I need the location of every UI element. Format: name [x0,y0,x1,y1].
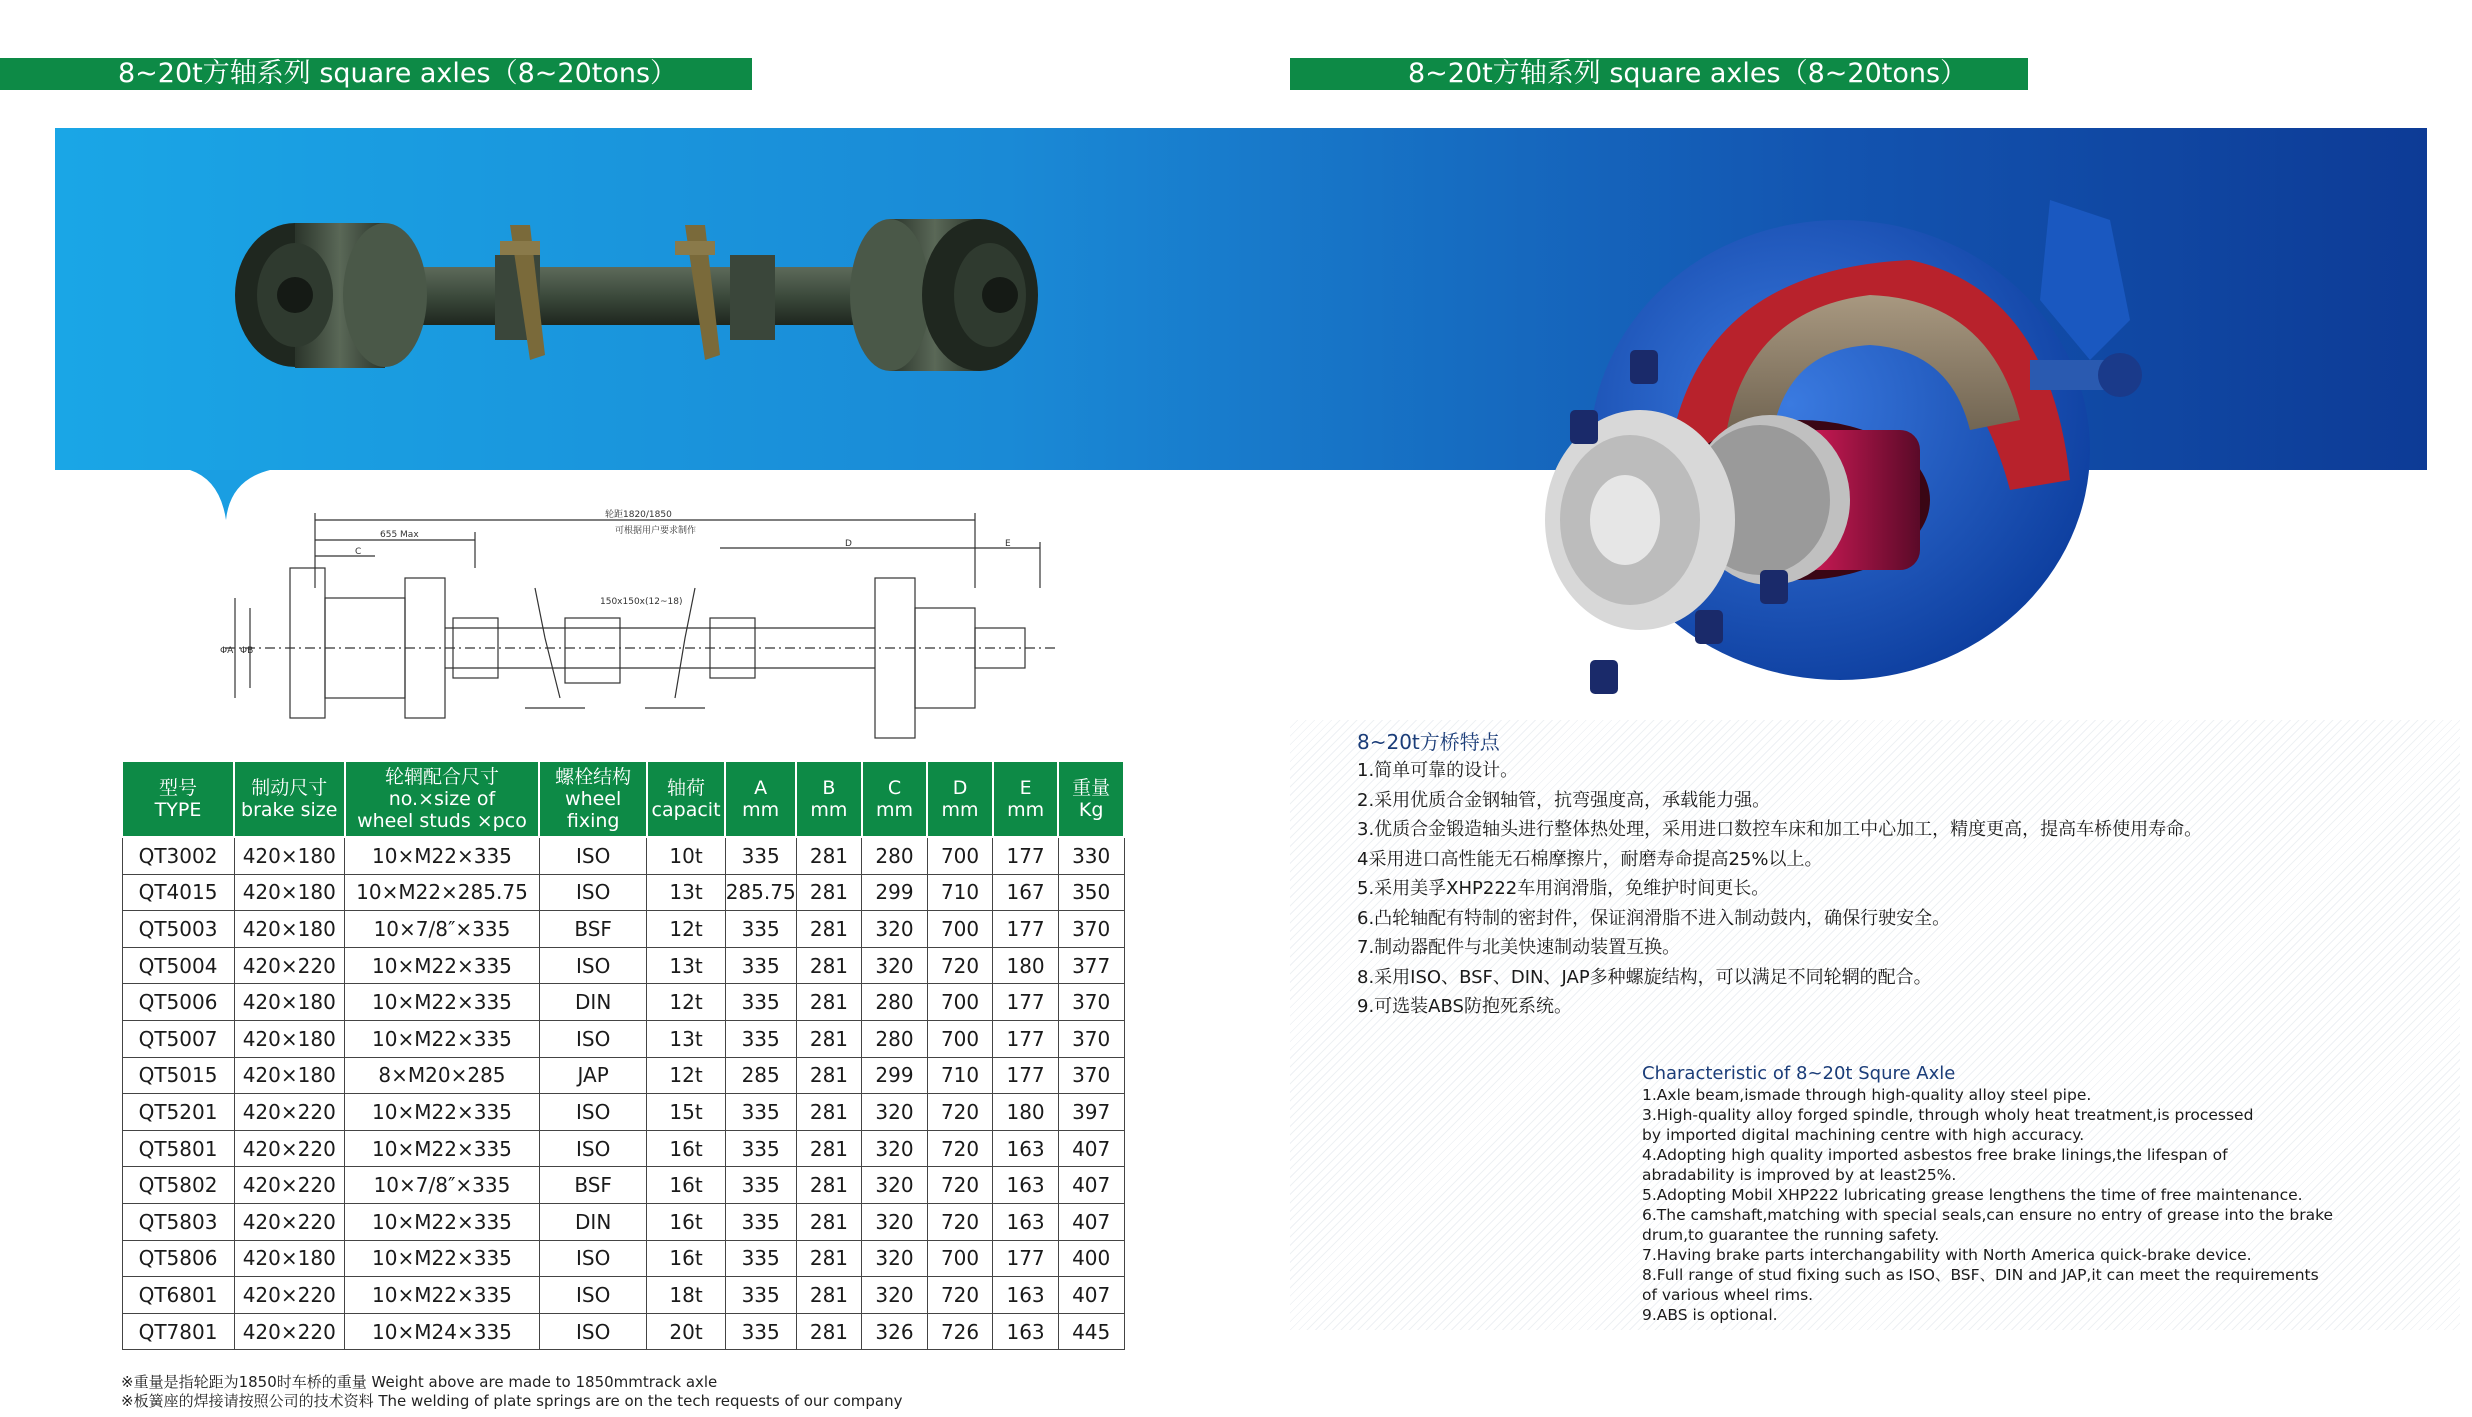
table-cell: 420×220 [234,1277,344,1314]
table-row [122,874,1124,911]
table-cell: 420×180 [234,874,344,911]
table-cell: 720 [927,1167,993,1204]
table-cell: 177 [993,1057,1059,1094]
table-cell: 167 [993,874,1059,911]
table-cell: 281 [796,1203,862,1240]
table-cell: 700 [927,837,993,874]
table-cell: 720 [927,1203,993,1240]
table-cell: 335 [725,1167,796,1204]
table-cell: 10×M24×335 [345,1313,540,1350]
table-cell: 13t [647,1020,725,1057]
table-cell: 281 [796,911,862,948]
table-cell: 12t [647,984,725,1021]
feature-cn-item: 4采用进口高性能无石棉摩擦片，耐磨寿命提高25%以上。 [1357,848,1823,870]
table-row [122,911,1124,948]
table-cell: 335 [725,1094,796,1131]
table-cell: 420×180 [234,911,344,948]
table-cell: JAP [539,1057,646,1094]
table-cell: 407 [1058,1167,1124,1204]
table-cell: 320 [862,1167,928,1204]
feature-en-item: 6.The camshaft,matching with special seals,can ensure no entry of grease into the brake [1642,1206,2334,1224]
table-cell: 420×220 [234,1167,344,1204]
table-row [122,1020,1124,1057]
col-type: 型号 TYPE [122,761,234,837]
feature-en-item: 3.High-quality alloy forged spindle, through wholy heat treatment,is processed [1642,1106,2254,1124]
table-row [122,1203,1124,1240]
features-cn-list [1357,756,2202,1022]
table-cell: 285 [725,1057,796,1094]
table-cell: 280 [862,837,928,874]
table-row [122,1240,1124,1277]
table-row [122,1094,1124,1131]
table-cell: 180 [993,947,1059,984]
table-cell: 377 [1058,947,1124,984]
table-cell: 420×220 [234,1203,344,1240]
col-b: B mm [796,761,862,837]
table-cell: 335 [725,947,796,984]
feature-cn-item: 5.采用美孚XHP222车用润滑脂，免维护时间更长。 [1357,878,1770,899]
table-cell: 16t [647,1240,725,1277]
table-cell: 18t [647,1277,725,1314]
table-cell: QT5806 [122,1240,234,1277]
table-cell: QT5015 [122,1057,234,1094]
table-cell: 281 [796,1313,862,1350]
dim-e-label: E [1005,539,1011,549]
features-cn-title: 8~20t方桥特点 [1357,730,1500,754]
table-cell: ISO [539,1240,646,1277]
table-cell: 320 [862,1277,928,1314]
table-cell: DIN [539,984,646,1021]
table-cell: 163 [993,1313,1059,1350]
table-cell: ISO [539,1020,646,1057]
table-cell: 400 [1058,1240,1124,1277]
table-row [122,1313,1124,1350]
table-cell: 16t [647,1203,725,1240]
table-cell: 12t [647,911,725,948]
dim-b-label: ΦB [240,646,254,656]
right-section-title: 8~20t方轴系列 square axles（8~20tons） [1290,58,2028,90]
table-cell: 281 [796,874,862,911]
table-cell: 13t [647,874,725,911]
table-cell: 10×M22×335 [345,1020,540,1057]
table-cell: QT6801 [122,1277,234,1314]
table-cell: 281 [796,1020,862,1057]
table-cell: ISO [539,1313,646,1350]
table-cell: 335 [725,837,796,874]
table-cell: 281 [796,837,862,874]
table-cell: ISO [539,837,646,874]
table-cell: 350 [1058,874,1124,911]
table-cell: 177 [993,1240,1059,1277]
table-cell: 335 [725,1313,796,1350]
feature-cn-item: 3.优质合金锻造轴头进行整体热处理，采用进口数控车床和加工中心加工，精度更高，提高车桥使用寿命。 [1357,819,2203,840]
table-cell: 407 [1058,1277,1124,1314]
table-cell: 16t [647,1130,725,1167]
table-cell: 407 [1058,1130,1124,1167]
table-cell: 335 [725,1203,796,1240]
table-cell: 700 [927,1020,993,1057]
table-cell: 420×180 [234,837,344,874]
table-cell: 281 [796,947,862,984]
table-cell: 420×180 [234,1240,344,1277]
table-cell: 20t [647,1313,725,1350]
track-width-label: 轮距1820/1850 [605,510,672,520]
beam-size-label: 150x150x(12~18) [600,597,683,607]
table-cell: 163 [993,1203,1059,1240]
table-cell: 420×180 [234,984,344,1021]
feature-en-item: of various wheel rims. [1642,1286,1814,1304]
table-cell: 281 [796,1130,862,1167]
feature-en-item: 5.Adopting Mobil XHP222 lubricating grease lengthens the time of free maintenance. [1642,1186,2303,1204]
table-cell: QT5801 [122,1130,234,1167]
feature-cn-item: 7.制动器配件与北美快速制动装置互换。 [1357,937,1681,958]
table-row [122,1277,1124,1314]
dim-d-label: D [845,539,852,549]
square-axle-photo [200,205,1080,395]
table-cell: 12t [647,1057,725,1094]
feature-en-item: 1.Axle beam,ismade through high-quality alloy steel pipe. [1642,1086,2092,1104]
table-cell: 177 [993,1020,1059,1057]
table-row [122,837,1124,874]
table-cell: 407 [1058,1203,1124,1240]
table-cell: 335 [725,984,796,1021]
track-width-note: 可根据用户要求制作 [615,526,697,536]
feature-en-item: abradability is improved by at least25%. [1642,1166,1957,1184]
table-cell: QT4015 [122,874,234,911]
table-row [122,984,1124,1021]
table-cell: 700 [927,984,993,1021]
table-cell: 710 [927,1057,993,1094]
table-cell: 335 [725,1020,796,1057]
table-cell: 320 [862,947,928,984]
table-cell: 10×M22×285.75 [345,874,540,911]
dim-655-label: 655 Max [380,530,419,540]
table-cell: 720 [927,1130,993,1167]
feature-en-item: drum,to guarantee the running safety. [1642,1226,1940,1244]
table-cell: 177 [993,984,1059,1021]
table-cell: ISO [539,1130,646,1167]
table-cell: 10×M22×335 [345,1240,540,1277]
table-cell: 335 [725,1130,796,1167]
table-cell: QT5201 [122,1094,234,1131]
feature-cn-item: 6.凸轮轴配有特制的密封件，保证润滑脂不进入制动鼓内，确保行驶安全。 [1357,907,1951,929]
spec-table [121,760,1125,1350]
table-cell: 335 [725,1240,796,1277]
col-weight: 重量 Kg [1058,761,1124,837]
table-cell: 330 [1058,837,1124,874]
table-cell: 10×M22×335 [345,1094,540,1131]
table-cell: BSF [539,911,646,948]
table-cell: 320 [862,1240,928,1277]
table-cell: 10×7/8″×335 [345,911,540,948]
table-cell: 177 [993,837,1059,874]
col-capacity: 轴荷 capacit [647,761,725,837]
feature-cn-item: 2.采用优质合金钢轴管，抗弯强度高，承载能力强。 [1357,789,1771,811]
table-cell: 420×180 [234,1057,344,1094]
feature-en-item: 7.Having brake parts interchangability with North America quick-brake device. [1642,1246,2252,1264]
table-cell: 420×220 [234,1313,344,1350]
table-cell: 15t [647,1094,725,1131]
dim-a-label: ΦA [220,646,234,656]
features-en-title: Characteristic of 8~20t Squre Axle [1642,1063,1956,1084]
table-row [122,1057,1124,1094]
brake-cutaway-photo [1530,180,2150,720]
table-cell: 281 [796,1167,862,1204]
table-cell: 726 [927,1313,993,1350]
table-cell: 420×220 [234,1094,344,1131]
table-cell: QT5004 [122,947,234,984]
table-cell: 397 [1058,1094,1124,1131]
table-cell: 10×M22×335 [345,837,540,874]
table-cell: 10×M22×335 [345,1203,540,1240]
table-cell: 710 [927,874,993,911]
table-row [122,947,1124,984]
feature-cn-item: 8.采用ISO、BSF、DIN、JAP多种螺旋结构，可以满足不同轮辋的配合。 [1357,966,1932,988]
table-cell: 10×M22×335 [345,1130,540,1167]
table-cell: ISO [539,1094,646,1131]
table-cell: BSF [539,1167,646,1204]
feature-cn-item: 1.简单可靠的设计。 [1357,760,1519,781]
table-cell: QT5006 [122,984,234,1021]
table-cell: DIN [539,1203,646,1240]
table-cell: 10t [647,837,725,874]
table-cell: 280 [862,1020,928,1057]
table-cell: 281 [796,1094,862,1131]
table-row [122,1167,1124,1204]
table-cell: 370 [1058,1020,1124,1057]
table-cell: 320 [862,1203,928,1240]
feature-en-item: 4.Adopting high quality imported asbestos free brake linings,the lifespan of [1642,1146,2228,1164]
table-cell: 281 [796,984,862,1021]
features-en-list [1642,1085,2333,1325]
table-cell: 13t [647,947,725,984]
table-cell: 10×M22×335 [345,984,540,1021]
feature-cn-item: 9.可选装ABS防抱死系统。 [1357,996,1572,1017]
welding-note: ※板簧座的焊接请按照公司的技术资料 The welding of plate springs are on the tech requests of our company [121,1392,903,1410]
table-cell: 720 [927,947,993,984]
table-cell: 326 [862,1313,928,1350]
table-cell: QT5803 [122,1203,234,1240]
table-cell: 10×M22×335 [345,1277,540,1314]
table-cell: 281 [796,1240,862,1277]
table-cell: 163 [993,1167,1059,1204]
table-cell: 281 [796,1277,862,1314]
feature-en-item: by imported digital machining centre with high accuracy. [1642,1126,2085,1144]
table-cell: 700 [927,911,993,948]
table-cell: 299 [862,874,928,911]
table-cell: 163 [993,1130,1059,1167]
table-cell: QT5003 [122,911,234,948]
table-cell: 8×M20×285 [345,1057,540,1094]
table-cell: QT5007 [122,1020,234,1057]
table-cell: 445 [1058,1313,1124,1350]
feature-en-item: 8.Full range of stud fixing such as ISO、BSF、DIN and JAP,it can meet the requirements [1642,1266,2319,1284]
feature-en-item: 9.ABS is optional. [1642,1306,1778,1324]
table-cell: 335 [725,1277,796,1314]
col-wheel-fixing: 螺栓结构 wheel fixing [539,761,646,837]
table-cell: 700 [927,1240,993,1277]
weight-note: ※重量是指轮距为1850时车桥的重量 Weight above are made to 1850mmtrack axle [121,1373,718,1391]
table-cell: QT3002 [122,837,234,874]
table-cell: 420×220 [234,1130,344,1167]
table-cell: 10×M22×335 [345,947,540,984]
table-cell: 299 [862,1057,928,1094]
col-a: A mm [725,761,796,837]
table-cell: 281 [796,1057,862,1094]
table-cell: 720 [927,1094,993,1131]
table-header-row [122,761,1124,837]
table-cell: ISO [539,947,646,984]
table-cell: QT5802 [122,1167,234,1204]
table-cell: ISO [539,1277,646,1314]
col-c: C mm [862,761,928,837]
left-section-title: 8~20t方轴系列 square axles（8~20tons） [0,58,752,90]
table-cell: 320 [862,1130,928,1167]
table-cell: 420×180 [234,1020,344,1057]
table-row [122,1130,1124,1167]
table-cell: ISO [539,874,646,911]
col-brake-size: 制动尺寸 brake size [234,761,344,837]
col-e: E mm [993,761,1059,837]
col-wheel-studs: 轮辋配合尺寸 no.×size of wheel studs ×pco [345,761,540,837]
table-cell: 370 [1058,911,1124,948]
table-cell: 370 [1058,984,1124,1021]
table-cell: 335 [725,911,796,948]
table-cell: 180 [993,1094,1059,1131]
col-d: D mm [927,761,993,837]
table-cell: 320 [862,1094,928,1131]
table-cell: 163 [993,1277,1059,1314]
table-cell: 10×7/8″×335 [345,1167,540,1204]
axle-dimension-drawing [205,508,1057,748]
table-cell: 285.75 [725,874,796,911]
table-cell: 370 [1058,1057,1124,1094]
table-cell: 280 [862,984,928,1021]
table-cell: 320 [862,911,928,948]
dim-c-label: C [355,547,362,557]
table-cell: 720 [927,1277,993,1314]
table-cell: 16t [647,1167,725,1204]
table-cell: 420×220 [234,947,344,984]
table-cell: 177 [993,911,1059,948]
table-cell: QT7801 [122,1313,234,1350]
